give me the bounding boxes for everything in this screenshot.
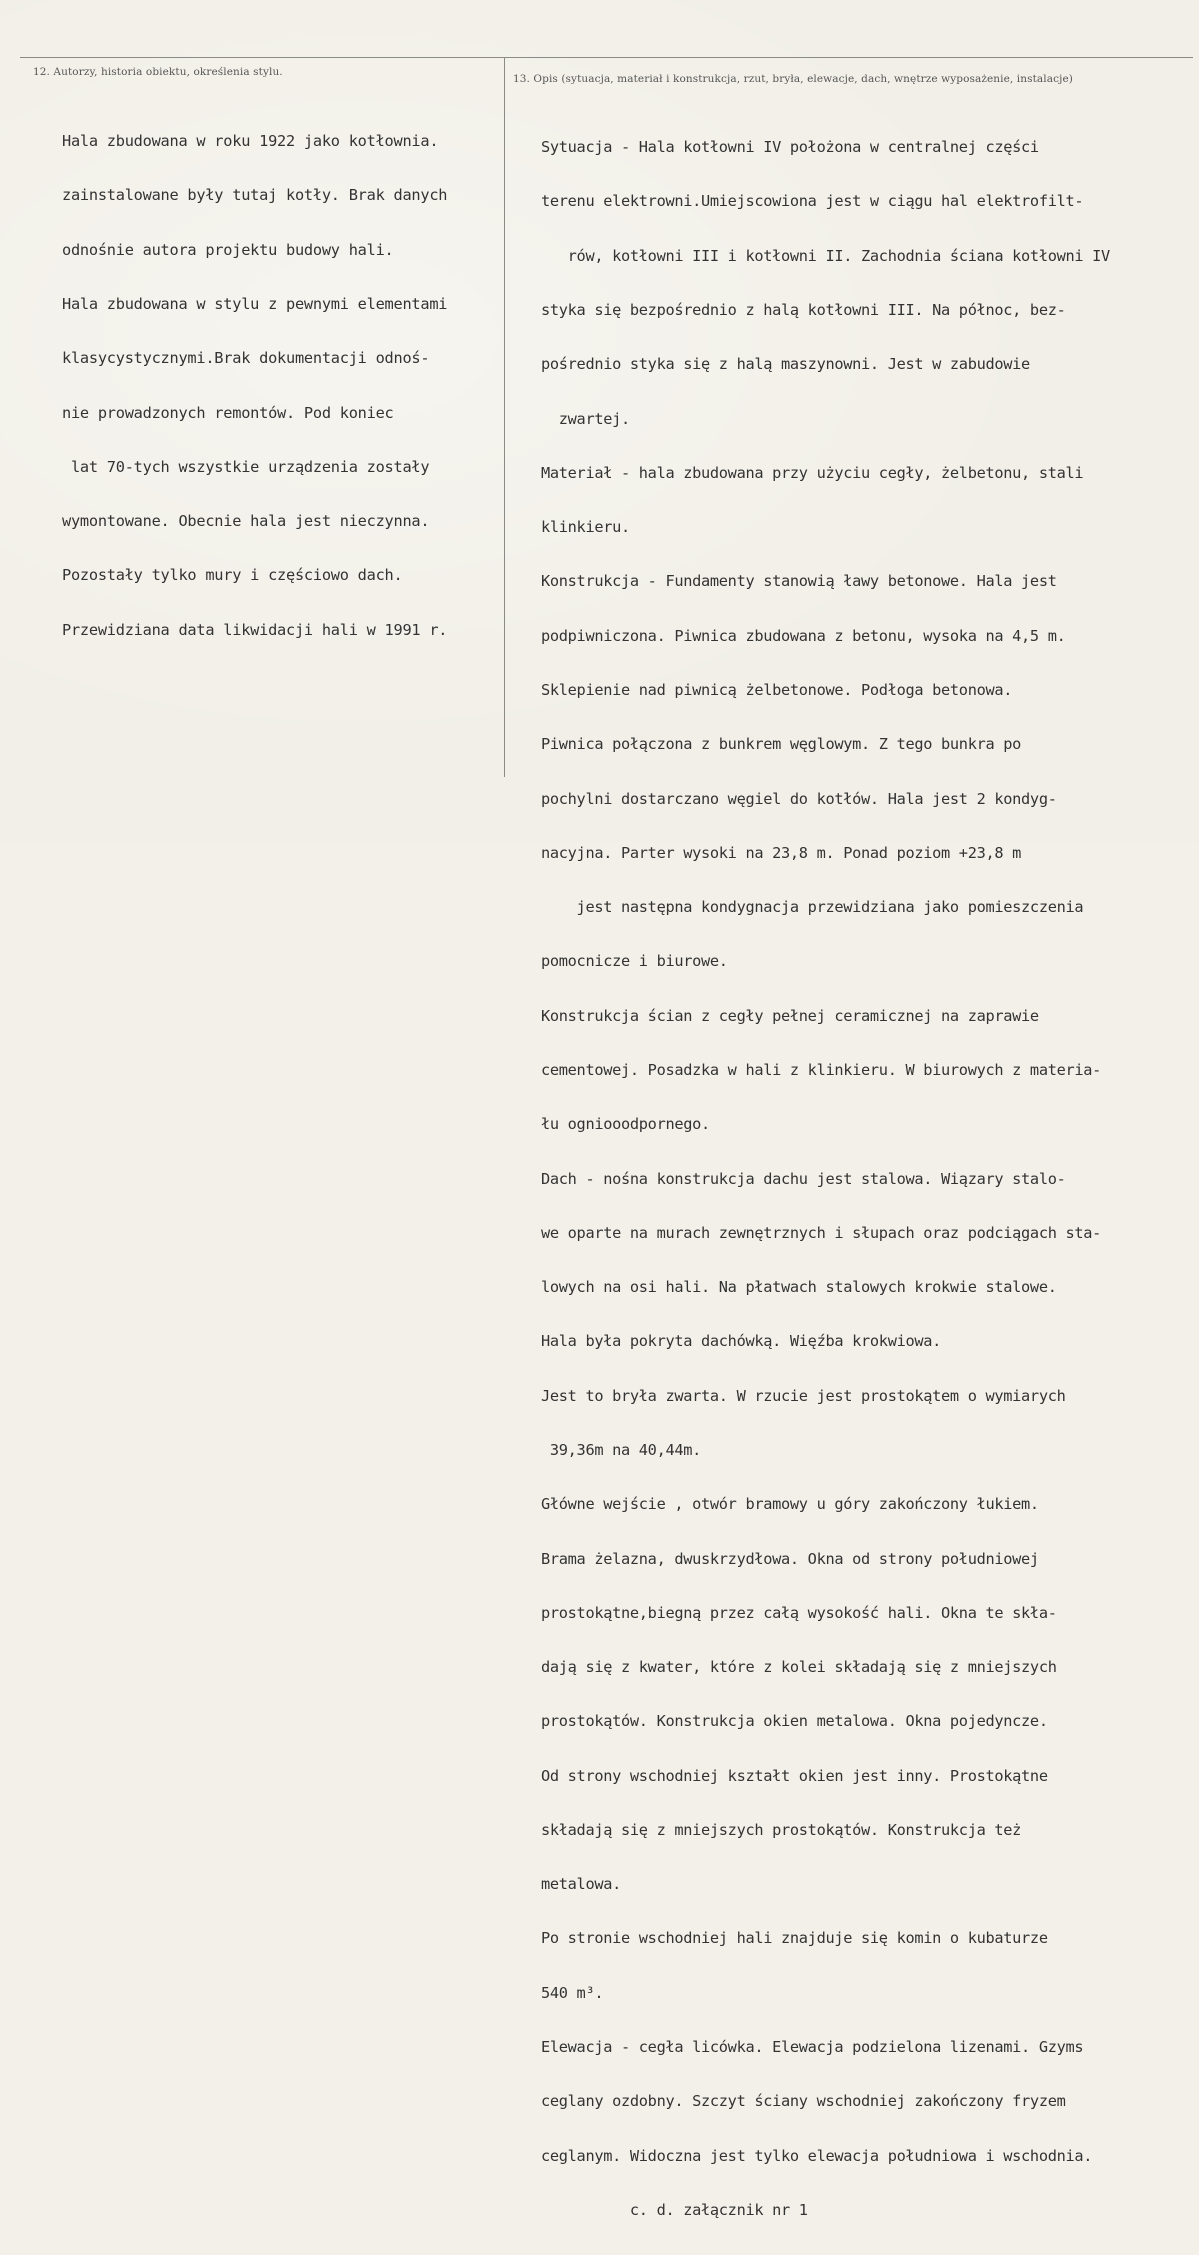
text-line: klasycystycznymi.Brak dokumentacji odnoś- bbox=[62, 349, 430, 368]
text-line: składają się z mniejszych prostokątów. Konstrukcja też bbox=[541, 1820, 1022, 1839]
text-line: lowych na osi hali. Na płatwach stalowych krokwie stalowe. bbox=[541, 1278, 1057, 1297]
text-line: metalowa. bbox=[541, 1875, 622, 1894]
text-line: dają się z kwater, które z kolei składają się z mniejszych bbox=[541, 1658, 1057, 1677]
text-line: Główne wejście , otwór bramowy u góry zakończony łukiem. bbox=[541, 1495, 1039, 1514]
text-line: 540 m³. bbox=[541, 1983, 604, 2002]
text-line: Konstrukcja - Fundamenty stanowią ławy betonowe. Hala jest bbox=[541, 572, 1057, 591]
section-12-heading: 12. Autorzy, historia obiektu, określenia stylu. bbox=[33, 66, 283, 78]
text-line: podpiwniczona. Piwnica zbudowana z betonu, wysoka na 4,5 m. bbox=[541, 626, 1066, 645]
text-line: Dach - nośna konstrukcja dachu jest stalowa. Wiązary stalo- bbox=[541, 1169, 1066, 1188]
text-line: Od strony wschodniej kształt okien jest inny. Prostokątne bbox=[541, 1766, 1048, 1785]
text-line: we oparte na murach zewnętrznych i słupach oraz podciągach sta- bbox=[541, 1223, 1102, 1242]
text-line: Brama żelazna, dwuskrzydłowa. Okna od strony południowej bbox=[541, 1549, 1039, 1568]
text-line: Elewacja - cegła licówka. Elewacja podzielona lizenami. Gzyms bbox=[541, 2038, 1084, 2057]
text-line: jest następna kondygnacja przewidziana jako pomieszczenia bbox=[541, 898, 1084, 917]
history-text bbox=[62, 96, 447, 675]
text-line: pośrednio styka się z halą maszynowni. Jest w zabudowie bbox=[541, 355, 1030, 374]
text-line: zwartej. bbox=[541, 409, 630, 428]
text-line: wymontowane. Obecnie hala jest nieczynna. bbox=[62, 512, 430, 531]
header-rule bbox=[20, 57, 1193, 58]
description-text bbox=[541, 102, 1110, 2255]
text-line: styka się bezpośrednio z halą kotłowni III. Na północ, bez- bbox=[541, 301, 1066, 320]
text-line: Hala zbudowana w stylu z pewnymi elementami bbox=[62, 295, 448, 314]
text-line: zainstalowane były tutaj kotły. Brak danych bbox=[62, 186, 448, 205]
text-line: Jest to bryła zwarta. W rzucie jest prostokątem o wymiarych bbox=[541, 1386, 1066, 1405]
text-line: Po stronie wschodniej hali znajduje się komin o kubaturze bbox=[541, 1929, 1048, 1948]
text-line: klinkieru. bbox=[541, 518, 630, 537]
text-line: pomocnicze i biurowe. bbox=[541, 952, 728, 971]
text-line: prostokątne,biegną przez całą wysokość hali. Okna te skła- bbox=[541, 1603, 1057, 1622]
text-line: Sytuacja - Hala kotłowni IV położona w centralnej części bbox=[541, 138, 1039, 157]
text-line: Hala była pokryta dachówką. Więźba krokwiowa. bbox=[541, 1332, 942, 1351]
text-line: 39,36m na 40,44m. bbox=[541, 1440, 702, 1459]
text-line: Materiał - hala zbudowana przy użyciu cegły, żelbetonu, stali bbox=[541, 463, 1084, 482]
section-13-heading: 13. Opis (sytuacja, materiał i konstrukcja, rzut, bryła, elewacje, dach, wnętrze wyposażenie, instalacje) bbox=[513, 73, 1073, 85]
column-divider bbox=[504, 57, 505, 777]
text-line: Konstrukcja ścian z cegły pełnej ceramicznej na zaprawie bbox=[541, 1006, 1039, 1025]
text-line: nie prowadzonych remontów. Pod koniec bbox=[62, 403, 394, 422]
text-line: terenu elektrowni.Umiejscowiona jest w ciągu hal elektrofilt- bbox=[541, 192, 1084, 211]
text-line: Przewidziana data likwidacji hali w 1991 r. bbox=[62, 620, 448, 639]
text-line: ceglany ozdobny. Szczyt ściany wschodniej zakończony fryzem bbox=[541, 2092, 1066, 2111]
text-line: lat 70-tych wszystkie urządzenia zostały bbox=[62, 457, 430, 476]
text-line: rów, kotłowni III i kotłowni II. Zachodnia ściana kotłowni IV bbox=[541, 246, 1110, 265]
text-line: cementowej. Posadzka w hali z klinkieru. W biurowych z materia- bbox=[541, 1060, 1102, 1079]
text-line: Piwnica połączona z bunkrem węglowym. Z tego bunkra po bbox=[541, 735, 1022, 754]
text-line: ceglanym. Widoczna jest tylko elewacja południowa i wschodnia. bbox=[541, 2146, 1093, 2165]
text-line: prostokątów. Konstrukcja okien metalowa. Okna pojedyncze. bbox=[541, 1712, 1048, 1731]
text-line: Sklepienie nad piwnicą żelbetonowe. Podłoga betonowa. bbox=[541, 681, 1013, 699]
text-line: łu ogniooodpornego. bbox=[541, 1115, 710, 1134]
text-line: Pozostały tylko mury i częściowo dach. bbox=[62, 566, 403, 585]
text-line: pochylni dostarczano węgiel do kotłów. Hala jest 2 kondyg- bbox=[541, 789, 1057, 808]
text-line: c. d. załącznik nr 1 bbox=[541, 2200, 808, 2219]
text-line: Hala zbudowana w roku 1922 jako kotłownia. bbox=[62, 132, 439, 151]
text-line: nacyjna. Parter wysoki na 23,8 m. Ponad poziom +23,8 m bbox=[541, 843, 1022, 862]
text-line: odnośnie autora projektu budowy hali. bbox=[62, 240, 394, 259]
